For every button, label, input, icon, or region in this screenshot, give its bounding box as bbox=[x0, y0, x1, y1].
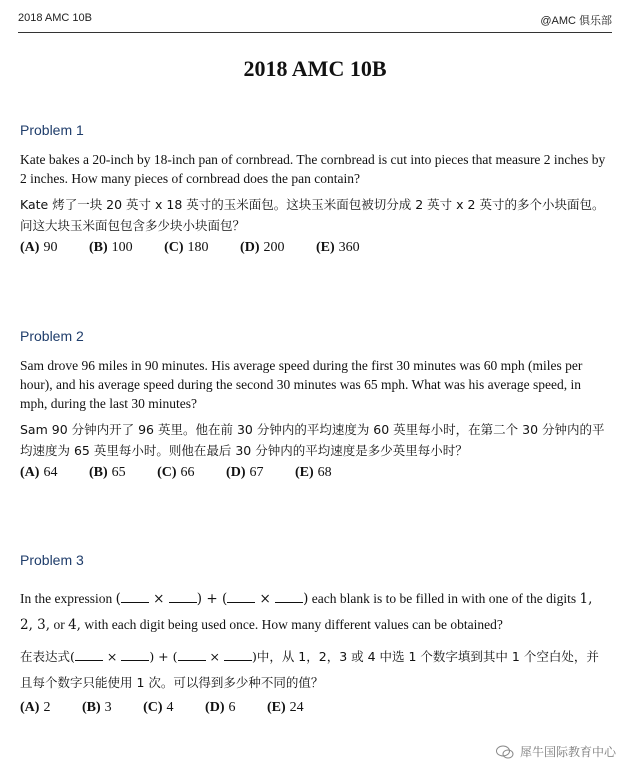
answer-choices bbox=[20, 238, 608, 258]
page-title: 2018 AMC 10B bbox=[243, 56, 387, 81]
problem-title: Problem 3 bbox=[20, 552, 84, 568]
choice-c: (C) 66 bbox=[157, 465, 195, 480]
choice-b: (B) 100 bbox=[88, 240, 133, 255]
watermark-text: 犀牛国际教育中心 bbox=[519, 745, 616, 759]
choice-a: (A) 2 bbox=[20, 700, 51, 715]
choice-d: (D) 67 bbox=[226, 465, 264, 480]
choice-e: (E) 360 bbox=[315, 240, 360, 255]
header-right-text: @AMC 俱乐部 bbox=[540, 15, 612, 27]
choice-b: (B) 3 bbox=[81, 700, 112, 715]
problem-1 bbox=[20, 122, 608, 258]
choice-e: (E) 68 bbox=[294, 465, 332, 480]
choice-c: (C) 180 bbox=[164, 240, 209, 255]
choice-c: (C) 4 bbox=[143, 700, 174, 715]
problem-text-zh: 在表达式( × ) + ( × )中，从 1，2，3 或 4 中选 1 个数字填到其中 1 个空白处，并且每个数字只能使用 1 次。可以得到多少种不同的值？ bbox=[20, 649, 599, 690]
choice-e: (E) 24 bbox=[266, 700, 304, 715]
problem-text-zh: Kate 烤了一块 20 英寸 x 18 英寸的玉米面包。这块玉米面包被切分成 2 英寸 x 2 英寸的多个小块面包。问这大块玉米面包包含多少块小块面包？ bbox=[20, 197, 605, 233]
page-header bbox=[18, 10, 612, 33]
watermark bbox=[496, 743, 616, 760]
choice-a: (A) 64 bbox=[20, 465, 58, 480]
problem-2 bbox=[20, 328, 608, 483]
answer-choices bbox=[20, 463, 608, 483]
problem-text-en: In the expression ( × ) + ( × ) each blank is to be filled in with one of the digits 1, 2, 3, or 4, with each digit being used once. How many different values can be obtained? bbox=[20, 591, 593, 633]
answer-choices bbox=[20, 698, 608, 718]
problem-text-en: Kate bakes a 20-inch by 18-inch pan of cornbread. The cornbread is cut into pieces that measure 2 inches by 2 inches. How many pieces of cornbread does the pan contain? bbox=[20, 152, 606, 186]
choice-a: (A) 90 bbox=[20, 240, 58, 255]
wechat-icon bbox=[496, 745, 514, 759]
header-left-text: 2018 AMC 10B bbox=[18, 12, 92, 24]
expression: ( × ) + ( × ) bbox=[115, 591, 309, 607]
problem-text-zh: Sam 90 分钟内开了 96 英里。他在前 30 分钟内的平均速度为 60 英里每小时，在第二个 30 分钟内的平均速度为 65 英里每小时。则他在最后 30 分钟内的平均速度是多少英里每小时？ bbox=[20, 422, 605, 458]
problem-title: Problem 1 bbox=[20, 122, 84, 138]
problem-3 bbox=[20, 552, 608, 718]
choice-d: (D) 200 bbox=[240, 240, 285, 255]
problem-text-en: Sam drove 96 miles in 90 minutes. His average speed during the first 30 minutes was 60 mph (miles per hour), and his average speed during the second 30 minutes was 65 mph. What was his average speed, in mph, during the last 30 minutes? bbox=[20, 358, 583, 411]
problem-title: Problem 2 bbox=[20, 328, 84, 344]
choice-b: (B) 65 bbox=[88, 465, 126, 480]
choice-d: (D) 6 bbox=[205, 700, 236, 715]
